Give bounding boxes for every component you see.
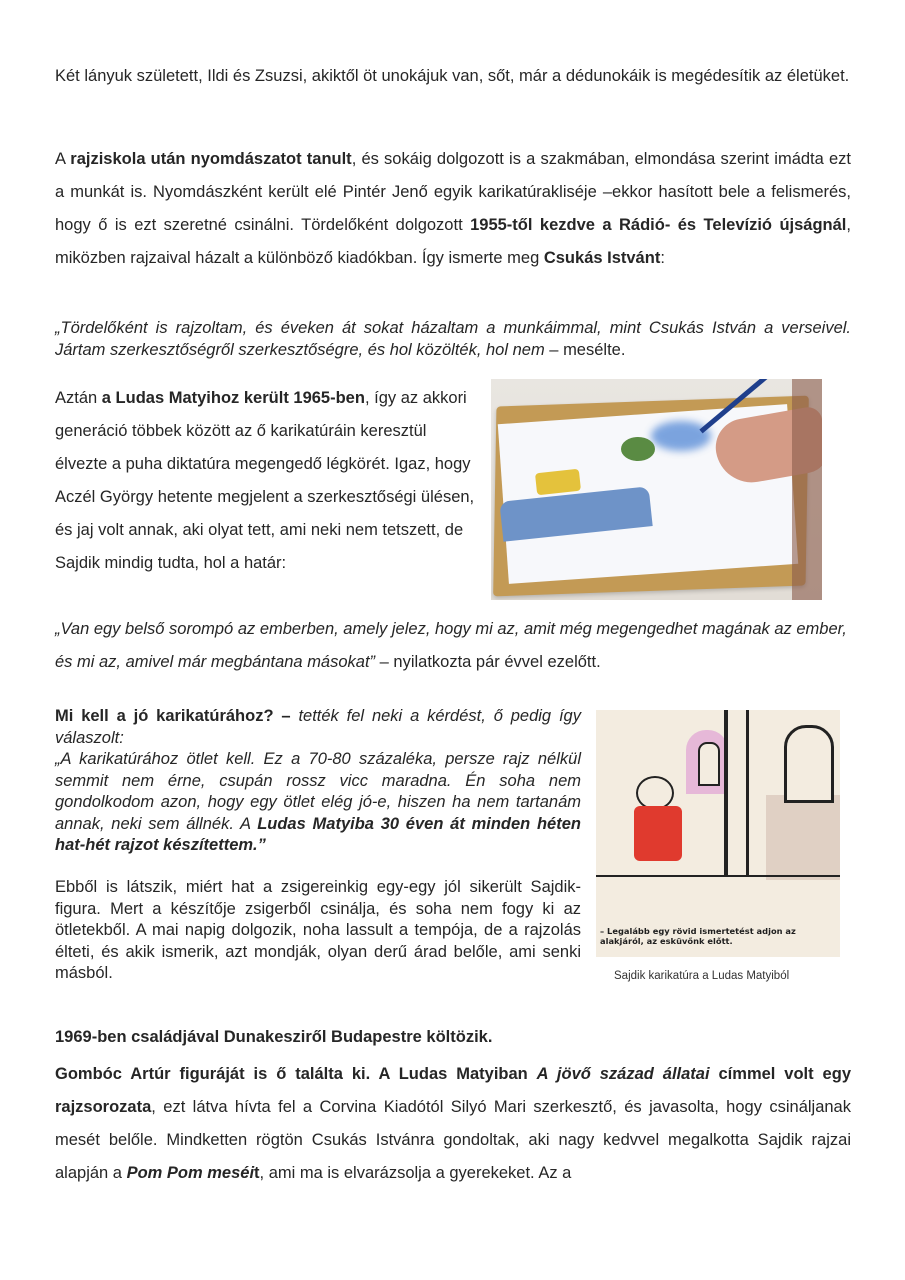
drawing-photo (491, 379, 822, 600)
cartoon-caption: Sajdik karikatúra a Ludas Matyiból (614, 970, 790, 982)
quote-tordelo: „Tördelőként is rajzoltam, és éveken át sokat házaltam a munkáimmal, mint Csukás István a verseivel. Jártam szerkesztőségről szerkesztőségre, és hol közölték, hol nem – mesélte. (55, 319, 851, 359)
heading-1969: 1969-ben családjával Dunakesziről Budapestre költözik. (55, 1028, 493, 1046)
knight-figure (634, 806, 682, 861)
cartoon-image (596, 710, 840, 957)
paragraph-karikatura-question: Mi kell a jó karikatúrához? – tették fel neki a kérdést, ő pedig így válaszolt: „A karikatúrához ötlet kell. Ez a 70-80 százaléka, persze rajz nélkül semmit nem érne, csupán rossz vicc maradna. Én soha nem gondolkodom azon, hogy egy ötlet elég jó-e, hiszen ha nem tartanám annak, neki sem állnék. A Ludas Matyiba 30 éven át minden héten hat-hét rajzot készítettem.” (55, 707, 581, 854)
paragraph-printing: A rajziskola után nyomdászatot tanult, és sokáig dolgozott is a szakmában, elmondása szerint imádta ezt a munkát is. Nyomdászként került elé Pintér Jenő egyik karikatúrakliséje –ekkor hasított bele a felismerés, hogy ő is ezt szeretné csinálni. Tördelőként dolgozott 1955-től kezdve a Rádió- és Televízió újságnál, miközben rajzaival házalt a különböző kiadókban. Így ismerte meg Csukás Istvánt: (55, 150, 852, 267)
paragraph-ludas-matyi: Aztán a Ludas Matyihoz került 1965-ben, így az akkori generáció többek között az ő karikatúráin keresztül élvezte a puha diktatúra megengedő légkörét. Igaz, hogy Aczél György hetente megjelent a szerkesztőségi ülésen, és jaj volt annak, aki olyat tett, ami neki nem tetszett, de Sajdik mindig tudta, hol a határ: (55, 389, 475, 572)
cartoon-inner-caption: – Legalább egy rövid ismertetést adjon az alakjáról, az esküvőnk előtt. (600, 926, 796, 946)
quote-sorompo: „Van egy belső sorompó az emberben, amely jelez, hogy mi az, amit még megengedhet magának az ember, és mi az, amivel már megbántana másokat” – nyilatkozta pár évvel ezelőtt. (55, 620, 847, 671)
paragraph-gomboc-artur: Gombóc Artúr figuráját is ő találta ki. A Ludas Matyiban A jövő század állatai címmel volt egy rajzsorozata, ezt látva hívta fel a Corvina Kiadótól Silyó Mari szerkesztő, és javasolta, hogy csináljanak mesét belőle. Mindketten rögtön Csukás Istvánra gondoltak, aki nagy kedvvel megalkotta Sajdik rajzai alapján a Pom Pom meséit, ami ma is elvarázsolja a gyerekeket. Az a (55, 1065, 851, 1182)
paragraph-zsigerek: Ebből is látszik, miért hat a zsigereinkig egy-egy jól sikerült Sajdik-figura. Mert a készítője zsigerből csinálja, és soha nem fogy ki az ötletekből. A mai napig dolgozik, noha lassult a tempója, de a rajzolás élteti, és akik ismerik, azt mondják, olyan derű árad belőle, ami senki másból. (55, 878, 581, 982)
paragraph-family: Két lányuk született, Ildi és Zsuzsi, akiktől öt unokájuk van, sőt, már a dédunokáik is megédesítik az életüket. (55, 67, 850, 85)
